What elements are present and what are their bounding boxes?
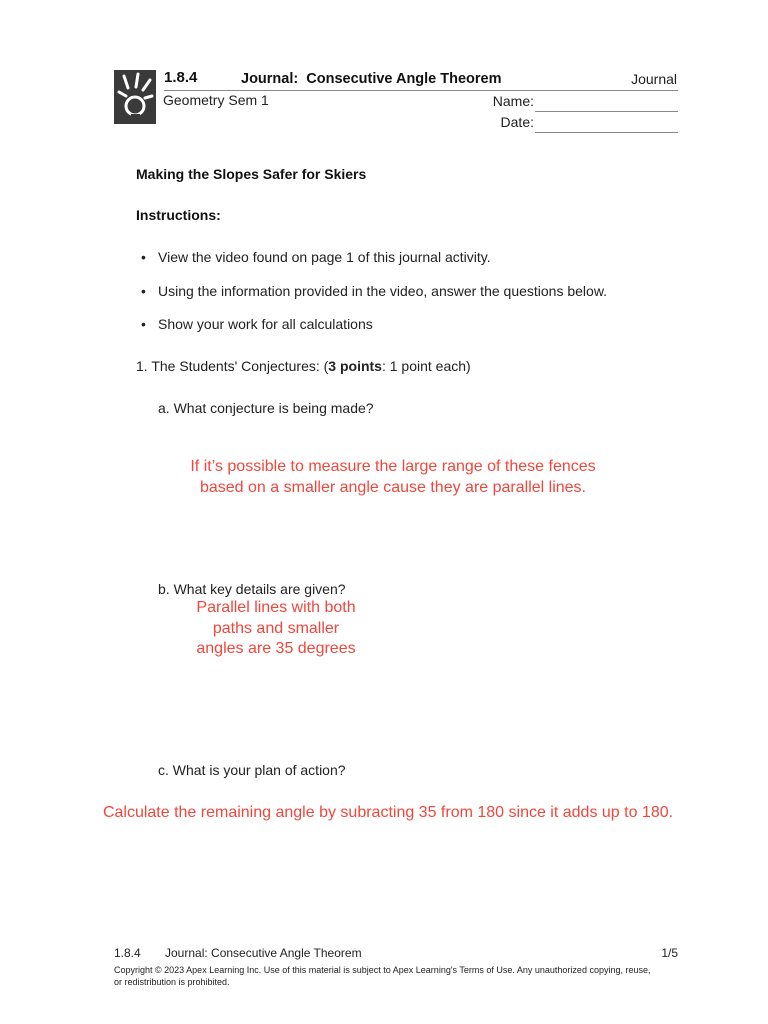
date-label: Date: bbox=[500, 114, 534, 130]
question-1-prefix: 1. The Students' Conjectures: ( bbox=[136, 358, 329, 374]
instruction-text: Using the information provided in the video, answer the questions below. bbox=[158, 283, 608, 299]
date-field[interactable] bbox=[535, 132, 678, 133]
question-1c-answer[interactable]: Calculate the remaining angle by subracting 35 from 180 since it adds up to 180. bbox=[102, 804, 674, 821]
question-1-heading bbox=[136, 358, 471, 374]
instruction-text: View the video found on page 1 of this journal activity. bbox=[158, 249, 491, 265]
name-label: Name: bbox=[492, 93, 534, 109]
question-1-points: 3 points bbox=[328, 358, 382, 374]
question-1b-answer[interactable]: Parallel lines with both paths and smaller angles are 35 degrees bbox=[196, 599, 356, 657]
footer-title: Journal: Consecutive Angle Theorem bbox=[165, 946, 362, 960]
bullet-icon: • bbox=[141, 283, 146, 299]
document-type-label: Journal bbox=[631, 71, 677, 87]
question-1a-prompt: a. What conjecture is being made? bbox=[158, 400, 374, 416]
lesson-number: 1.8.4 bbox=[164, 69, 198, 86]
instruction-item bbox=[141, 249, 491, 265]
page-number: 1/5 bbox=[661, 946, 678, 960]
instruction-text: Show your work for all calculations bbox=[158, 316, 373, 332]
question-1b-prompt: b. What key details are given? bbox=[158, 581, 346, 597]
bullet-icon: • bbox=[141, 316, 146, 332]
activity-title: Making the Slopes Safer for Skiers bbox=[136, 166, 367, 182]
course-name: Geometry Sem 1 bbox=[163, 92, 269, 108]
question-1c-prompt: c. What is your plan of action? bbox=[158, 762, 346, 778]
header-divider bbox=[164, 90, 678, 91]
document-title: Journal: Consecutive Angle Theorem bbox=[241, 71, 502, 87]
bullet-icon: • bbox=[141, 249, 146, 265]
question-1a-answer[interactable]: If it’s possible to measure the large range of these fences based on a smaller angle cause they are parallel lines. bbox=[190, 458, 596, 496]
apex-learning-logo bbox=[114, 70, 156, 124]
question-1-suffix: : 1 point each) bbox=[381, 358, 471, 374]
copyright-notice: Copyright © 2023 Apex Learning Inc. Use of this material is subject to Apex Learning's Terms of Use. Any unauthorized copying, reuse, or redistribution is prohibited. bbox=[114, 965, 651, 987]
instruction-item bbox=[141, 283, 607, 299]
name-field[interactable] bbox=[535, 111, 678, 112]
footer-lesson-number: 1.8.4 bbox=[114, 946, 141, 960]
instructions-heading: Instructions: bbox=[136, 207, 221, 223]
instruction-item bbox=[141, 316, 373, 332]
